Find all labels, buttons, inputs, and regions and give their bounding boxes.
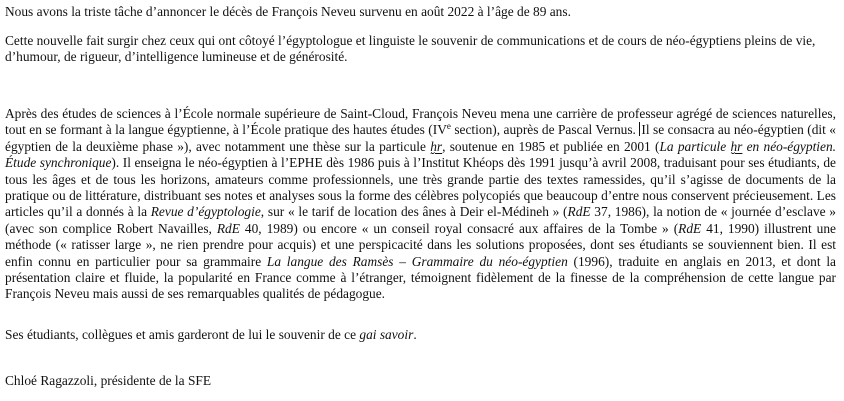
bio-superscript: e bbox=[446, 121, 451, 132]
bio-text-8: 40, 1989) ou encore « un conseil royal consacré aux affaires de la Tombe » ( bbox=[239, 220, 679, 236]
journal-abbrev-1: RdE bbox=[567, 204, 591, 220]
students-paragraph bbox=[5, 327, 836, 343]
transliteration-hr-1: ḫr bbox=[430, 138, 443, 154]
journal-title: Revue d’égyptologie bbox=[150, 204, 261, 220]
gai-savoir: gai savoir bbox=[359, 327, 414, 342]
biography-paragraph bbox=[5, 106, 836, 303]
journal-abbrev-2: RdE bbox=[216, 220, 240, 236]
bio-text-5: ). Il enseigna le néo-égyptien à l’EPHE dès 1986 puis à l’Institut Khéops dès 1991 jusqu’à avril 2008, traduisant pour ses étudiants, de tous les âges et de tous les horizons, amateurs comme professionnels, une très grande partie des textes ramessides, qu’il s’agisse de documents de la pratique ou de littérature, distribuant ses notes et analyses sous la forme des célèbres polycopiés que beaucoup d’entre nous conservent précieusement. Les articles qu’il a donnés à la bbox=[5, 155, 836, 220]
bio-text-4: , soutenue en 1985 et publiée en 2001 ( bbox=[442, 138, 660, 154]
bio-text-10: (1996), traduite en anglais en 2013, et dont la présentation claire et fluide, la popularité en France comme à l’étranger, témoignent fidèlement de la finesse de la compréhension de cette langue par François Neveu mais aussi de ses remarquables qualités de pédagogue. bbox=[5, 253, 836, 302]
bio-text-2: section), auprès de Pascal Vernus. bbox=[450, 122, 640, 138]
signature-line: Chloé Ragazzoli, présidente de la SFE bbox=[5, 373, 212, 388]
thesis-title-part-2: en néo-égyptien. Étude synchronique bbox=[5, 138, 836, 171]
bio-text-3: Il se consacra au néo-égyptien (dit « égyptien de la deuxième phase »), avec notamment une thèse sur la particule bbox=[5, 122, 836, 154]
journal-abbrev-3: RdE bbox=[678, 220, 702, 236]
transliteration-hr-2: ḫr bbox=[730, 138, 743, 154]
students-end: . bbox=[413, 327, 417, 342]
announcement-paragraph: Nous avons la triste tâche d’annoncer le décès de François Neveu survenu en août 2022 à l’âge de 89 ans. bbox=[5, 4, 571, 19]
students-text: Ses étudiants, collègues et amis garderont de lui le souvenir de ce bbox=[5, 327, 360, 342]
bio-text-1: Après des études de sciences à l’École normale supérieure de Saint-Cloud, François Neveu mena une carrière de professeur agrégé de sciences naturelles, tout en se formant à la langue égyptienne, à l’École pratique des hautes études (IV bbox=[5, 106, 836, 138]
thesis-title-part-1: La particule bbox=[659, 138, 731, 154]
memory-paragraph: Cette nouvelle fait surgir chez ceux qui ont côtoyé l’égyptologue et linguiste le souvenir de communications et de cours de néo-égyptiens pleins de vie, d’humour, de rigueur, d’intelligence lumineuse et de générosité. bbox=[5, 33, 816, 65]
bio-text-9: 41, 1990) illustrent une méthode (« ratisser large », ne rien prendre pour acquis) et une perspicacité dans les solutions proposées, dont ses étudiants se souviennent bien. Il est enfin connu en particulier pour sa grammaire bbox=[5, 220, 837, 269]
bio-text-6: , sur « le tarif de location des ânes à Deir el-Médineh » ( bbox=[260, 204, 568, 220]
bio-text-7: 37, 1986), la notion de « journée d’esclave » (avec son complice Robert Navailles, bbox=[5, 204, 836, 236]
grammar-title: La langue des Ramsès – Grammaire du néo-égyptien bbox=[266, 253, 568, 269]
